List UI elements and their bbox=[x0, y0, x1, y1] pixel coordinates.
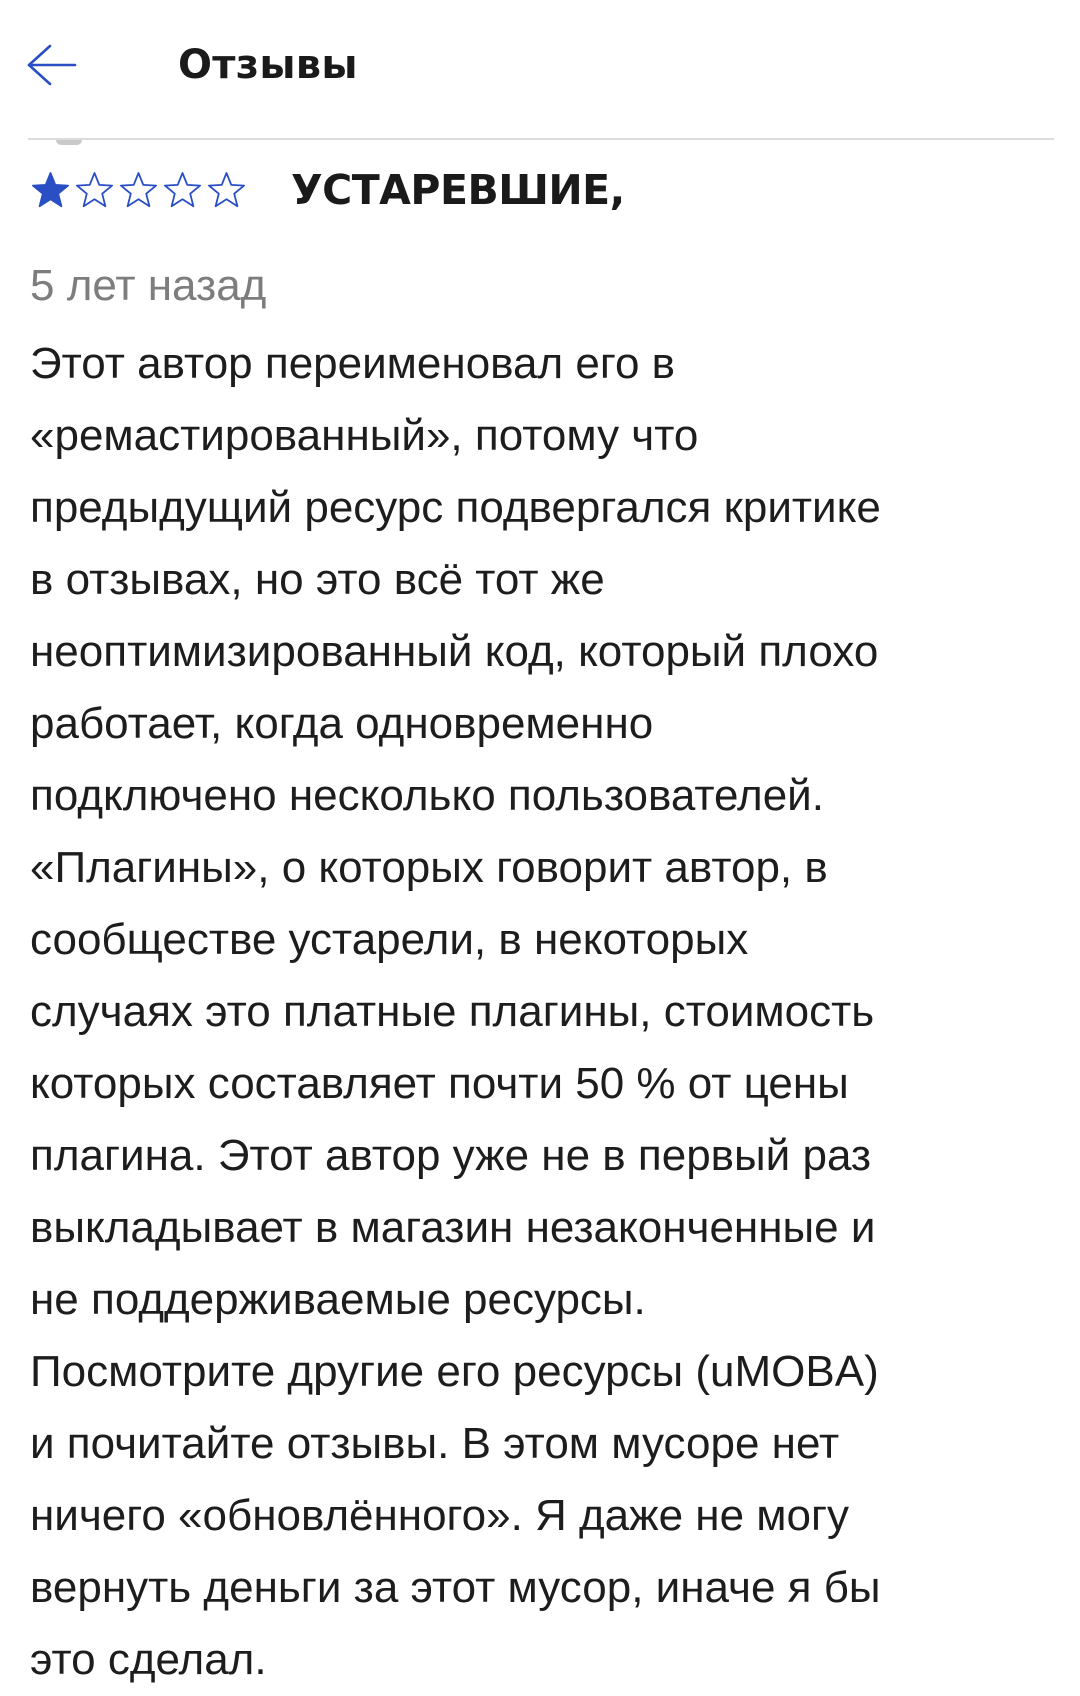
app-header bbox=[0, 0, 1080, 138]
arrow-left-icon bbox=[26, 43, 78, 87]
star-empty-icon bbox=[74, 170, 115, 211]
review-body-line: неоптимизированный код, который плохо bbox=[30, 627, 879, 676]
star-empty-icon bbox=[118, 170, 159, 211]
review-body-line: сообществе устарели, в некоторых bbox=[30, 915, 749, 964]
review-header bbox=[30, 160, 625, 220]
star-filled-icon bbox=[30, 170, 71, 211]
review-body-line: Этот автор переименовал его в bbox=[30, 339, 676, 388]
review-body-line: подключено несколько пользователей. bbox=[30, 771, 824, 820]
review-body-line: и почитайте отзывы. В этом мусоре нет bbox=[30, 1419, 840, 1468]
review-body-line: которых составляет почти 50 % от цены bbox=[30, 1059, 849, 1108]
review-body-line: выкладывает в магазин незаконченные и bbox=[30, 1203, 876, 1252]
review-body-line: не поддерживаемые ресурсы. bbox=[30, 1275, 646, 1324]
page-title: Отзывы bbox=[178, 42, 358, 88]
review-body-line: в отзывах, но это всё тот же bbox=[30, 555, 605, 604]
review-body-line: плагина. Этот автор уже не в первый раз bbox=[30, 1131, 872, 1180]
star-rating bbox=[30, 170, 247, 211]
review-title: УСТАРЕВШИЕ, bbox=[291, 166, 625, 214]
star-empty-icon bbox=[162, 170, 203, 211]
review-body-line: вернуть деньги за этот мусор, иначе я бы bbox=[30, 1563, 881, 1612]
review-body-line: предыдущий ресурс подвергался критике bbox=[30, 483, 881, 532]
review-date: 5 лет назад bbox=[30, 261, 267, 310]
review-body-line: работает, когда одновременно bbox=[30, 699, 654, 748]
header-divider bbox=[28, 138, 1054, 140]
review-body-line: Посмотрите другие его ресурсы (uMOBA) bbox=[30, 1347, 879, 1396]
review-body-line: «Плагины», о которых говорит автор, в bbox=[30, 843, 828, 892]
review-body bbox=[30, 328, 1060, 1696]
scrolled-avatar-edge bbox=[56, 140, 82, 145]
review-body-line: это сделал. bbox=[30, 1635, 267, 1684]
review-body-line: ничего «обновлённого». Я даже не могу bbox=[30, 1491, 850, 1540]
review-body-line: «ремастированный», потому что bbox=[30, 411, 699, 460]
star-empty-icon bbox=[206, 170, 247, 211]
review-body-line: случаях это платные плагины, стоимость bbox=[30, 987, 875, 1036]
back-button[interactable] bbox=[22, 40, 82, 90]
